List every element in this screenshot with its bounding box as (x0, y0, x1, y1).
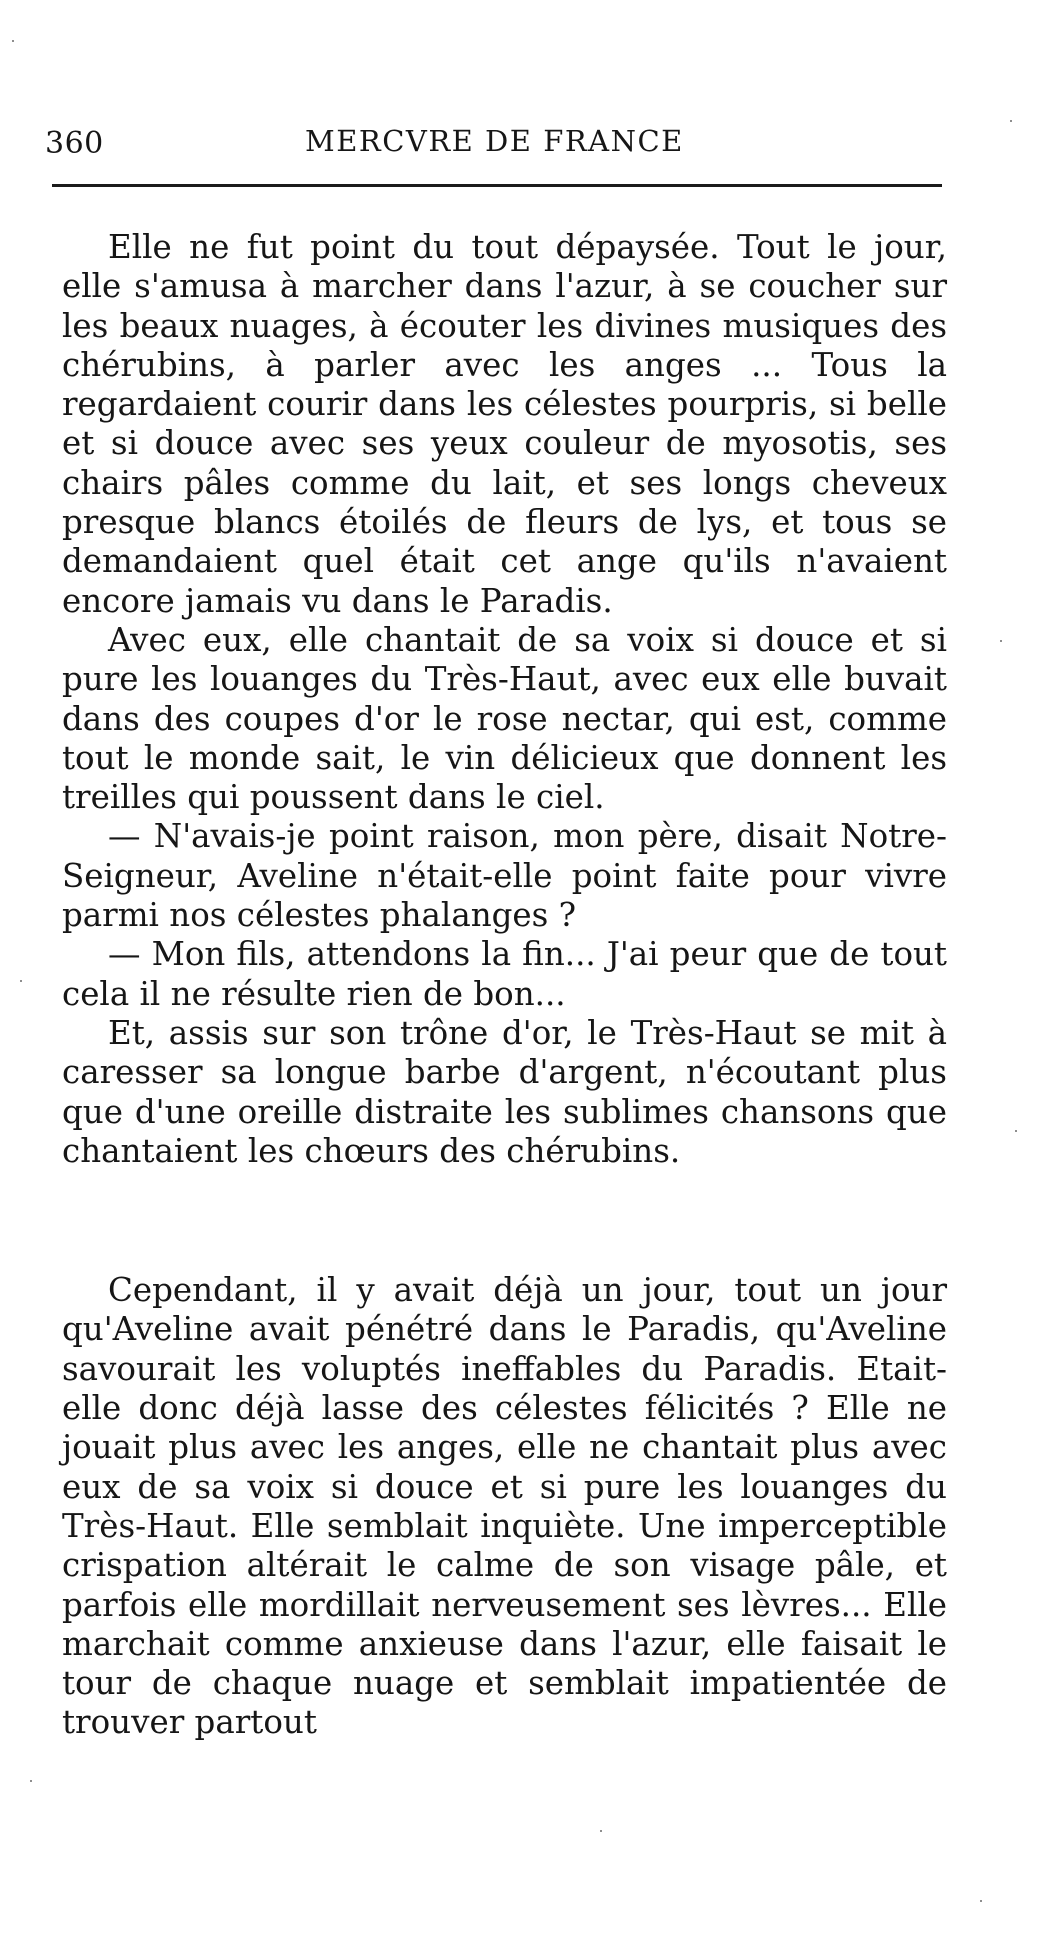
section-break (62, 1171, 947, 1271)
paragraph-3: — N'avais-je point raison, mon père, disait Notre-Seigneur, Aveline n'était-elle point faite pour vivre parmi nos célestes phalanges ? (62, 817, 947, 935)
scan-speck (20, 980, 22, 982)
scan-speck (1010, 120, 1012, 122)
scan-speck (12, 40, 14, 42)
scan-speck (1000, 640, 1002, 642)
paragraph-4: — Mon fils, attendons la fin... J'ai peur que de tout cela il ne résulte rien de bon... (62, 935, 947, 1013)
body-text (62, 228, 947, 1743)
scan-speck (1015, 1130, 1017, 1132)
header-rule (52, 184, 942, 187)
running-head: MERCVRE DE FRANCE (305, 124, 684, 158)
paragraph-6: Cependant, il y avait déjà un jour, tout un jour qu'Aveline avait pénétré dans le Paradis, qu'Aveline savourait les voluptés ineffables du Paradis. Etait-elle donc déjà lasse des célestes félicités ? Elle ne jouait plus avec les anges, elle ne chantait plus avec eux de sa voix si douce et si pure les louanges du Très-Haut. Elle semblait inquiète. Une imperceptible crispation altérait le calme de son visage pâle, et parfois elle mordillait nerveusement ses lèvres... Elle marchait comme anxieuse dans l'azur, elle faisait le tour de chaque nuage et semblait impatientée de trouver partout (62, 1271, 947, 1742)
paragraph-1: Elle ne fut point du tout dépaysée. Tout le jour, elle s'amusa à marcher dans l'azur, à se coucher sur les beaux nuages, à écouter les divines musiques des chérubins, à parler avec les anges ... Tous la regardaient courir dans les célestes pourpris, si belle et si douce avec ses yeux couleur de myosotis, ses chairs pâles comme du lait, et ses longs cheveux presque blancs étoilés de fleurs de lys, et tous se demandaient quel était cet ange qu'ils n'avaient encore jamais vu dans le Paradis. (62, 228, 947, 620)
page-header (45, 116, 945, 162)
scan-speck (600, 1830, 602, 1832)
paragraph-5: Et, assis sur son trône d'or, le Très-Haut se mit à caresser sa longue barbe d'argent, n'écoutant plus que d'une oreille distraite les sublimes chansons que chantaient les chœurs des chérubins. (62, 1013, 947, 1170)
page-number: 360 (45, 126, 104, 161)
paragraph-2: Avec eux, elle chantait de sa voix si douce et si pure les louanges du Très-Haut, avec eux elle buvait dans des coupes d'or le rose nectar, qui est, comme tout le monde sait, le vin délicieux que donnent les treilles qui poussent dans le ciel. (62, 620, 947, 817)
scan-speck (30, 1780, 32, 1782)
scan-speck (980, 1900, 982, 1902)
